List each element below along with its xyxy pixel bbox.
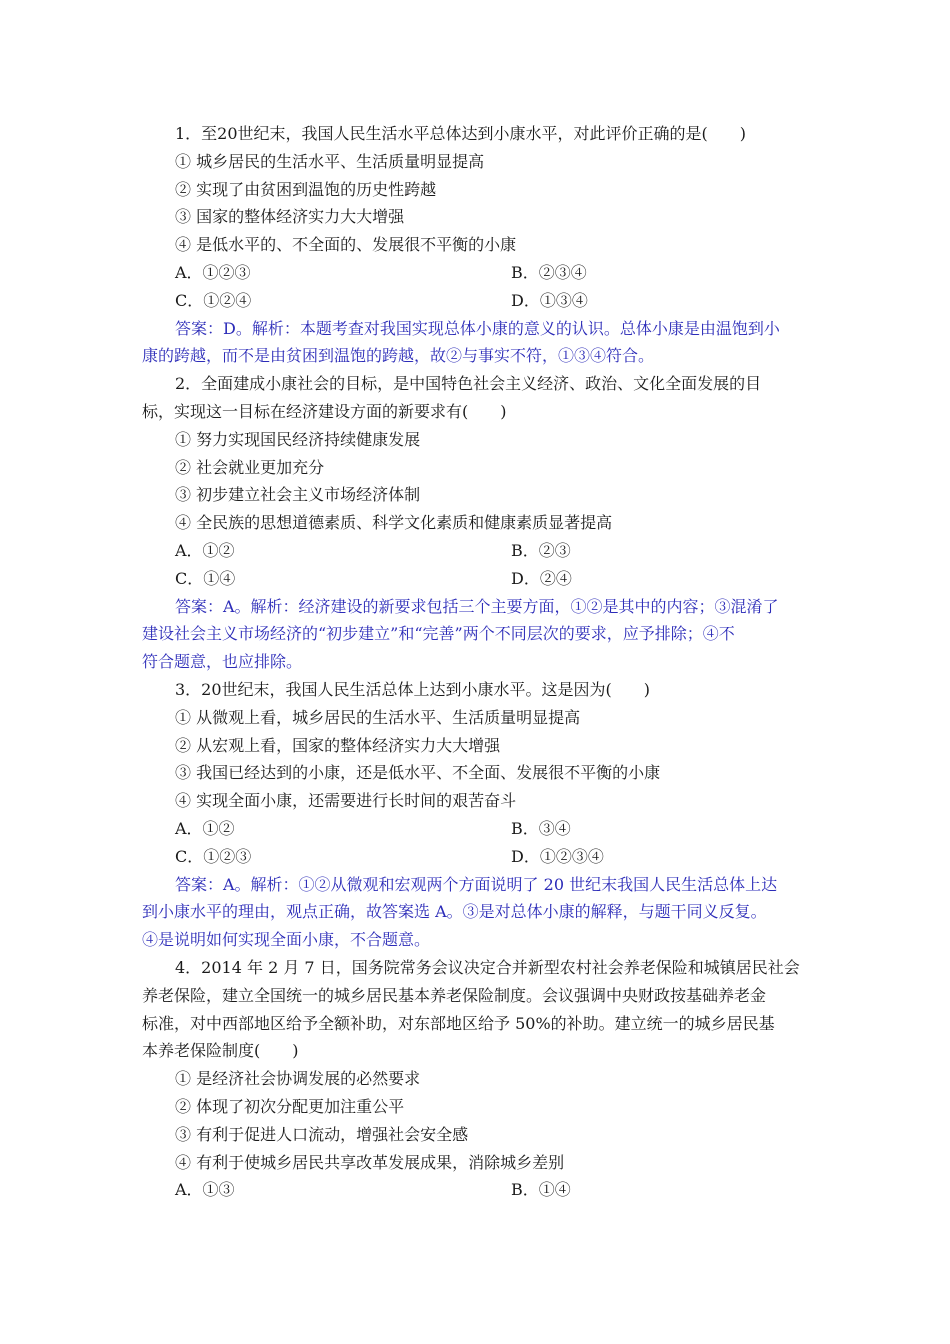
question-stem: 养老保险，建立全国统一的城乡居民基本养老保险制度。会议强调中央财政按基础养老金 — [142, 985, 767, 1005]
choice-item: ② 体现了初次分配更加注重公平 — [175, 1097, 405, 1116]
answer-explanation: ④是说明如何实现全面小康，不合题意。 — [142, 930, 431, 950]
answer-option: C．①②④ — [175, 290, 252, 310]
answer-option: A．①②③ — [175, 263, 251, 282]
choice-item: ④ 实现全面小康，还需要进行长时间的艰苦奋斗 — [175, 791, 517, 811]
choice-item: ① 是经济社会协调发展的必然要求 — [175, 1069, 421, 1089]
answer-option: B．①④ — [511, 1180, 571, 1200]
question-stem: 4．2014 年 2 月 7 日，国务院常务会议决定合并新型农村社会养老保险和城镇居民社会 — [175, 958, 800, 977]
choice-item: ① 城乡居民的生活水平、生活质量明显提高 — [175, 151, 485, 171]
answer-option: C．①④ — [175, 568, 236, 588]
answer-explanation: 答案：A。解析：①②从微观和宏观两个方面说明了 20 世纪末我国人民生活总体上达 — [175, 874, 778, 894]
choice-item: ② 从宏观上看，国家的整体经济实力大大增强 — [175, 735, 501, 755]
answer-option: C．①②③ — [175, 846, 252, 866]
question-stem: 本养老保险制度( ) — [142, 1041, 299, 1061]
answer-option: D．②④ — [511, 568, 572, 588]
question-stem: 3．20世纪末，我国人民生活总体上达到小康水平。这是因为( ) — [175, 680, 651, 699]
choice-item: ② 实现了由贫困到温饱的历史性跨越 — [175, 179, 437, 199]
answer-explanation: 答案：A。解析：经济建设的新要求包括三个主要方面，①②是其中的内容；③混淆了 — [175, 596, 779, 616]
answer-explanation: 建设社会主义市场经济的“初步建立”和“完善”两个不同层次的要求，应予排除；④不 — [142, 624, 735, 644]
answer-option: D．①②③④ — [511, 846, 604, 866]
answer-option: A．①③ — [175, 1180, 235, 1200]
choice-item: ① 努力实现国民经济持续健康发展 — [175, 429, 421, 449]
choice-item: ④ 有利于使城乡居民共享改革发展成果，消除城乡差别 — [175, 1152, 565, 1172]
choice-item: ③ 初步建立社会主义市场经济体制 — [175, 485, 421, 505]
choice-item: ③ 我国已经达到的小康，还是低水平、不全面、发展很不平衡的小康 — [175, 763, 661, 783]
question-stem: 2．全面建成小康社会的目标，是中国特色社会主义经济、政治、文化全面发展的目 — [175, 374, 762, 394]
choice-item: ② 社会就业更加充分 — [175, 457, 325, 477]
choice-item: ① 从微观上看，城乡居民的生活水平、生活质量明显提高 — [175, 707, 581, 727]
answer-option: B．②③④ — [511, 263, 587, 282]
question-stem: 标准，对中西部地区给予全额补助，对东部地区给予 50%的补助。建立统一的城乡居民基 — [142, 1013, 775, 1033]
choice-item: ④ 是低水平的、不全面的、发展很不平衡的小康 — [175, 235, 517, 255]
answer-option: D．①③④ — [511, 290, 588, 310]
answer-option: B．②③ — [511, 541, 571, 560]
choice-item: ④ 全民族的思想道德素质、科学文化素质和健康素质显著提高 — [175, 513, 613, 533]
question-stem: 标，实现这一目标在经济建设方面的新要求有( ) — [142, 402, 507, 421]
answer-explanation: 到小康水平的理由，观点正确，故答案选 A。③是对总体小康的解释，与题干同义反复。 — [142, 902, 767, 922]
answer-option: B．③④ — [511, 819, 571, 838]
answer-option: A．①② — [175, 819, 235, 838]
answer-explanation: 答案：D。解析：本题考查对我国实现总体小康的意义的认识。总体小康是由温饱到小 — [175, 318, 780, 338]
answer-option: A．①② — [175, 541, 235, 560]
answer-explanation: 康的跨越，而不是由贫困到温饱的跨越，故②与事实不符，①③④符合。 — [142, 346, 655, 366]
choice-item: ③ 有利于促进人口流动，增强社会安全感 — [175, 1124, 469, 1144]
question-stem: 1．至20世纪末，我国人民生活水平总体达到小康水平，对此评价正确的是( ) — [175, 124, 747, 143]
choice-item: ③ 国家的整体经济实力大大增强 — [175, 207, 405, 227]
answer-explanation: 符合题意，也应排除。 — [142, 652, 303, 672]
